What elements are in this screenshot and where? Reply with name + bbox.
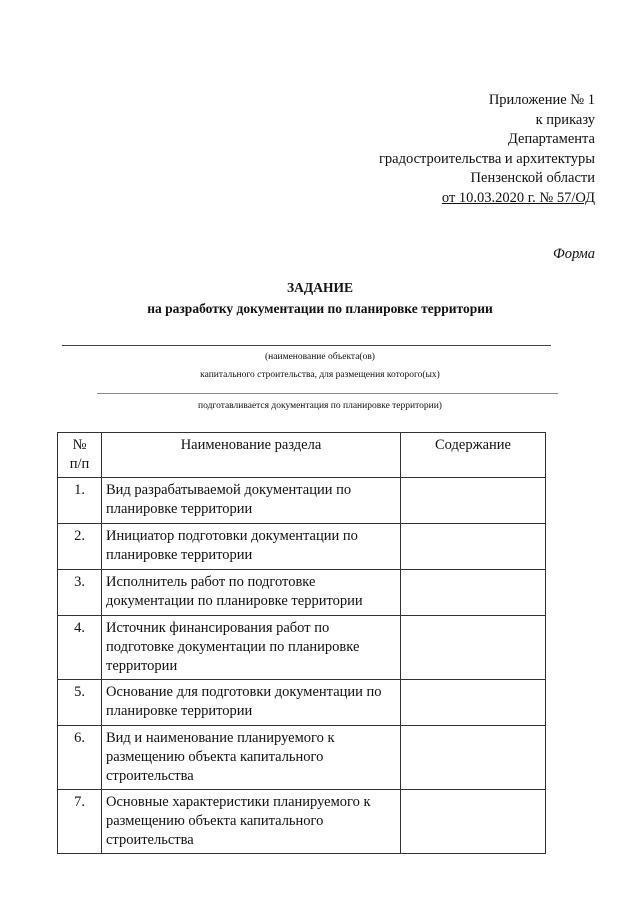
document-subtitle: на разработку документации по планировке территории bbox=[147, 301, 493, 316]
object-name-line bbox=[62, 345, 551, 346]
caption-line-1: (наименование объекта(ов) bbox=[265, 352, 375, 362]
appendix-line: Департамента bbox=[507, 131, 595, 147]
row-num: 5. bbox=[74, 684, 85, 700]
table-row bbox=[58, 478, 546, 524]
row-content bbox=[401, 524, 546, 570]
appendix-line: к приказу bbox=[535, 111, 595, 128]
row-content bbox=[401, 616, 546, 680]
row-num: 4. bbox=[74, 620, 85, 636]
table-row bbox=[58, 790, 546, 854]
row-name: Вид разрабатываемой документации по планировке территории bbox=[102, 478, 401, 524]
header-name: Наименование раздела bbox=[102, 433, 401, 478]
form-label: Форма bbox=[553, 246, 595, 262]
row-num: 3. bbox=[74, 574, 85, 590]
header-num: № п/п bbox=[58, 433, 102, 478]
table-row bbox=[58, 524, 546, 570]
row-content bbox=[401, 478, 546, 524]
appendix-line: Пензенской области bbox=[470, 170, 595, 186]
row-num: 7. bbox=[74, 794, 85, 810]
row-content bbox=[401, 680, 546, 726]
purpose-line bbox=[97, 393, 558, 394]
row-name: Вид и наименование планируемого к размещению объекта капитального строительства bbox=[102, 726, 401, 790]
sections-table bbox=[57, 432, 546, 854]
row-num: 6. bbox=[74, 730, 85, 746]
caption-line-2: капитального строительства, для размещения которого(ых) bbox=[200, 370, 440, 380]
appendix-block bbox=[379, 91, 595, 208]
row-name: Основные характеристики планируемого к размещению объекта капитального строительства bbox=[102, 790, 401, 854]
caption-line-3: подготавливается документация по планировке территории) bbox=[198, 401, 442, 411]
table-row bbox=[58, 570, 546, 616]
row-name: Инициатор подготовки документации по планировке территории bbox=[102, 524, 401, 570]
header-content: Содержание bbox=[401, 433, 546, 478]
table-row bbox=[58, 726, 546, 790]
row-name: Источник финансирования работ по подготовке документации по планировке территории bbox=[102, 616, 401, 680]
table-row bbox=[58, 680, 546, 726]
appendix-line: Приложение № 1 bbox=[488, 92, 595, 108]
table-header-row bbox=[58, 433, 546, 478]
row-content bbox=[401, 570, 546, 616]
row-name: Основание для подготовки документации по планировке территории bbox=[102, 680, 401, 726]
appendix-line: градостроительства и архитектуры bbox=[378, 150, 595, 167]
table-row bbox=[58, 616, 546, 680]
row-content bbox=[401, 790, 546, 854]
appendix-date-line: от 10.03.2020 г. № 57/ОД bbox=[441, 189, 595, 206]
row-num: 2. bbox=[74, 528, 85, 544]
row-num: 1. bbox=[74, 482, 85, 498]
row-content bbox=[401, 726, 546, 790]
document-title: ЗАДАНИЕ bbox=[287, 280, 353, 295]
row-name: Исполнитель работ по подготовке документации по планировке территории bbox=[102, 570, 401, 616]
